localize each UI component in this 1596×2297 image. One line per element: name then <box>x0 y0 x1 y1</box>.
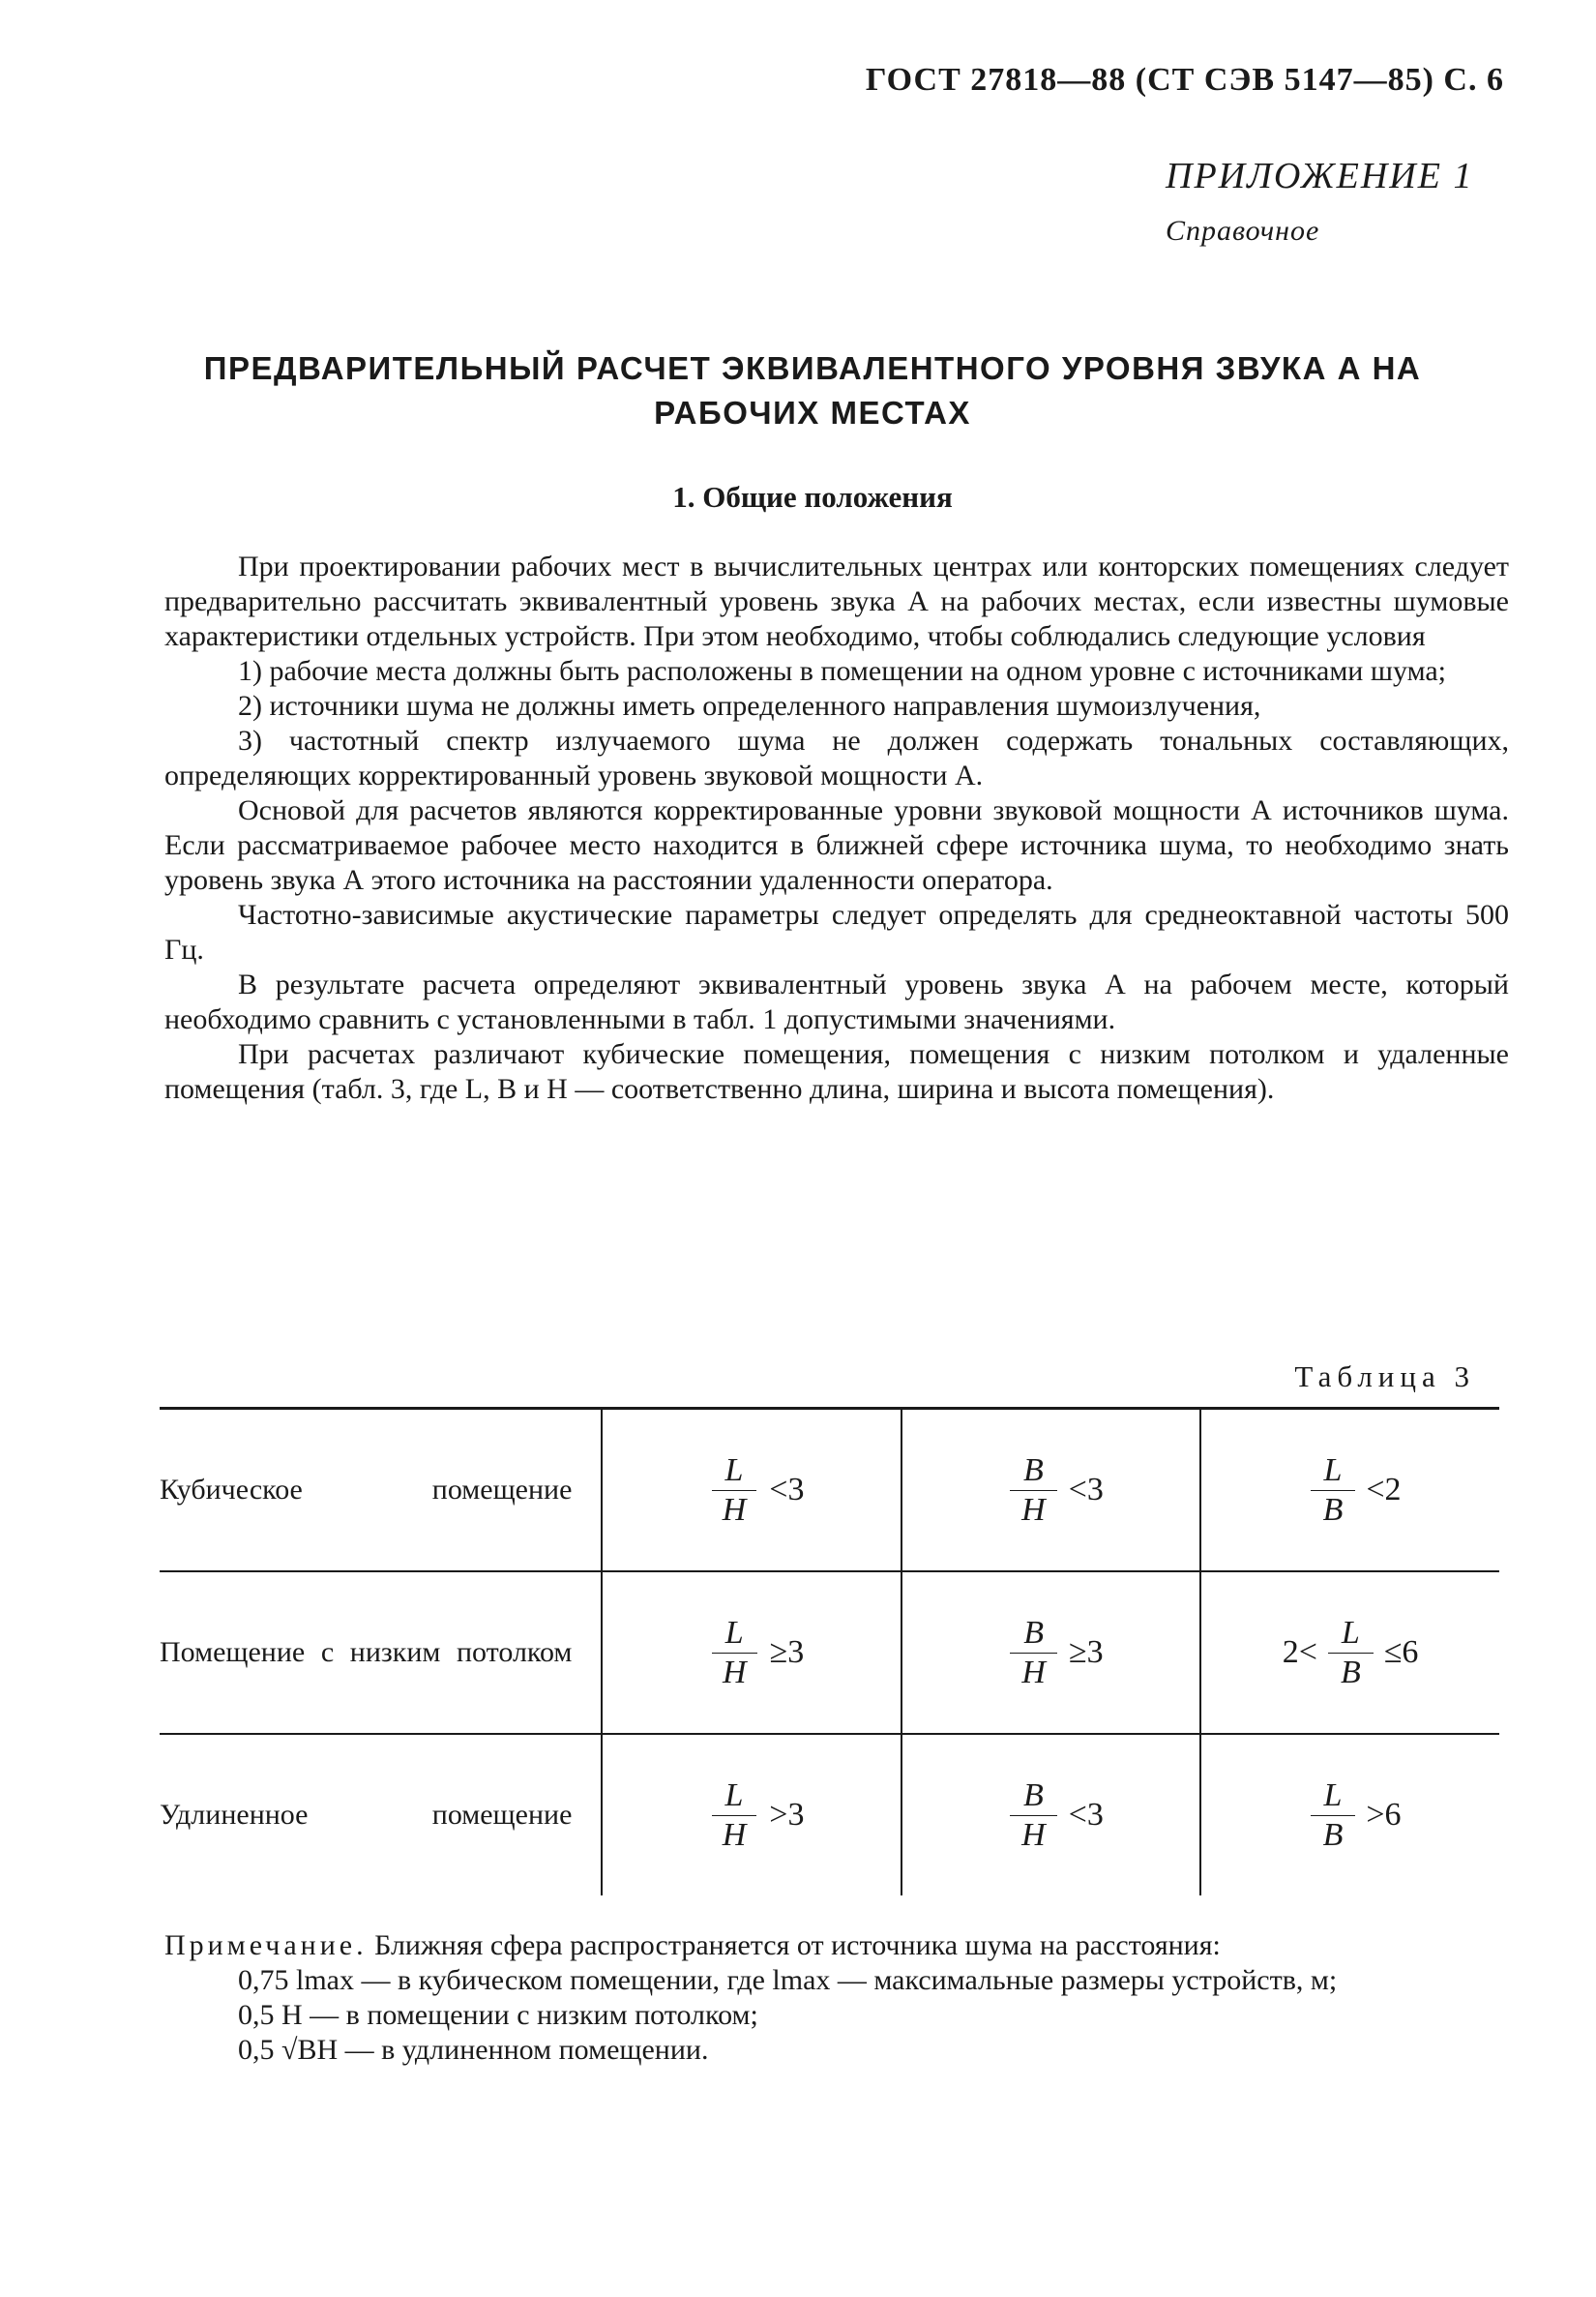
ratio-relation: <3 <box>1068 1472 1104 1507</box>
ratio-numerator: L <box>1328 1614 1374 1654</box>
row-label: Помещение с низким потолком <box>160 1636 573 1668</box>
paragraph: При проектировании рабочих мест в вычислительных центрах или конторских помещениях следует предварительно рассчитать эквивалентный уровень звука А на рабочих местах, если известны шумовые характеристики отдельных устройств. При этом необходимо, чтобы соблюдались следующие условия <box>164 551 1509 652</box>
ratio-denominator: H <box>722 1654 747 1690</box>
body-text <box>164 550 1509 1107</box>
ratio-relation: ≥3 <box>1068 1634 1104 1670</box>
ratio-numerator: B <box>1010 1776 1057 1816</box>
room-type-table <box>160 1407 1499 1895</box>
paragraph: При расчетах различают кубические помещения, помещения с низким потолком и удаленные помещения (табл. 3, где L, B и H — соответственно длина, ширина и высота помещения). <box>164 1038 1509 1105</box>
ratio-numerator: L <box>1311 1776 1356 1816</box>
table-row <box>160 1409 1499 1572</box>
ratio-relation: <2 <box>1366 1472 1402 1507</box>
ratio-cell <box>602 1734 901 1895</box>
ratio-numerator: L <box>1311 1451 1356 1491</box>
table-row <box>160 1734 1499 1895</box>
list-item: 2) источники шума не должны иметь определенного направления шумоизлучения, <box>238 690 1261 722</box>
ratio-denominator: B <box>1322 1491 1344 1528</box>
ratio-prefix: 2< <box>1282 1634 1317 1670</box>
paragraph: Основой для расчетов являются корректированные уровни звуковой мощности А источников шума. Если рассматриваемое рабочее место находится в ближней сфере источника шума, то необходимо знать уровень звука А этого источника на расстоянии удаленности оператора. <box>164 794 1509 896</box>
ratio-denominator: H <box>722 1816 747 1853</box>
section-title: 1. Общие положения <box>672 480 953 514</box>
ratio-relation: <3 <box>769 1472 805 1507</box>
ratio-cell <box>1200 1409 1499 1572</box>
list-item: 1) рабочие места должны быть расположены в помещении на одном уровне с источниками шума; <box>238 655 1446 687</box>
ratio-relation: ≥3 <box>769 1634 805 1670</box>
ratio-numerator: L <box>712 1451 757 1491</box>
ratio-numerator: L <box>712 1776 757 1816</box>
ratio-cell <box>602 1409 901 1572</box>
note-line: 0,75 lmax — в кубическом помещении, где lmax — максимальные размеры устройств, м; <box>238 1964 1338 1996</box>
table-caption: Таблица 3 <box>1294 1359 1475 1393</box>
ratio-cell <box>901 1571 1200 1734</box>
paragraph: Частотно-зависимые акустические параметры следует определять для среднеоктавной частоты 500 Гц. <box>164 899 1509 966</box>
ratio-denominator: H <box>1021 1816 1046 1853</box>
row-label: Кубическое помещение <box>160 1474 573 1506</box>
ratio-denominator: B <box>1322 1816 1344 1853</box>
ratio-cell <box>602 1571 901 1734</box>
document-title: ПРЕДВАРИТЕЛЬНЫЙ РАСЧЕТ ЭКВИВАЛЕНТНОГО УРОВНЯ ЗВУКА А НА РАБОЧИХ МЕСТАХ <box>203 350 1422 431</box>
ratio-cell <box>901 1734 1200 1895</box>
appendix-subtitle: Справочное <box>1166 215 1320 247</box>
note-label: Примечание. <box>164 1929 368 1961</box>
ratio-relation: <3 <box>1068 1797 1104 1833</box>
ratio-relation: >6 <box>1366 1797 1402 1833</box>
paragraph: В результате расчета определяют эквивалентный уровень звука А на рабочем месте, который необходимо сравнить с установленными в табл. 1 допустимыми значениями. <box>164 969 1509 1035</box>
list-item: 3) частотный спектр излучаемого шума не должен содержать тональных составляющих, определяющих корректированный уровень звуковой мощности А. <box>164 725 1509 791</box>
note-line: 0,5 H — в помещении с низким потолком; <box>238 1999 758 2031</box>
note-intro: Примечание. Ближняя сфера распространяется от источника шума на расстояния: <box>164 1929 1221 1961</box>
ratio-cell <box>901 1409 1200 1572</box>
ratio-numerator: B <box>1010 1451 1057 1491</box>
ratio-numerator: B <box>1010 1614 1057 1654</box>
table-note <box>164 1928 1509 2068</box>
table-row <box>160 1571 1499 1734</box>
ratio-denominator: H <box>722 1491 747 1528</box>
ratio-cell <box>1200 1571 1499 1734</box>
ratio-denominator: H <box>1021 1654 1046 1690</box>
ratio-denominator: H <box>1021 1491 1046 1528</box>
page-header: ГОСТ 27818—88 (СТ СЭВ 5147—85) С. 6 <box>865 62 1504 98</box>
ratio-cell <box>1200 1734 1499 1895</box>
appendix-title: ПРИЛОЖЕНИЕ 1 <box>1166 156 1474 196</box>
ratio-denominator: B <box>1340 1654 1361 1690</box>
ratio-relation: ≤6 <box>1383 1634 1419 1670</box>
ratio-relation: >3 <box>769 1797 805 1833</box>
ratio-numerator: L <box>712 1614 757 1654</box>
row-label: Удлиненное помещение <box>160 1799 573 1831</box>
note-line: 0,5 √BH — в удлиненном помещении. <box>238 2034 709 2066</box>
